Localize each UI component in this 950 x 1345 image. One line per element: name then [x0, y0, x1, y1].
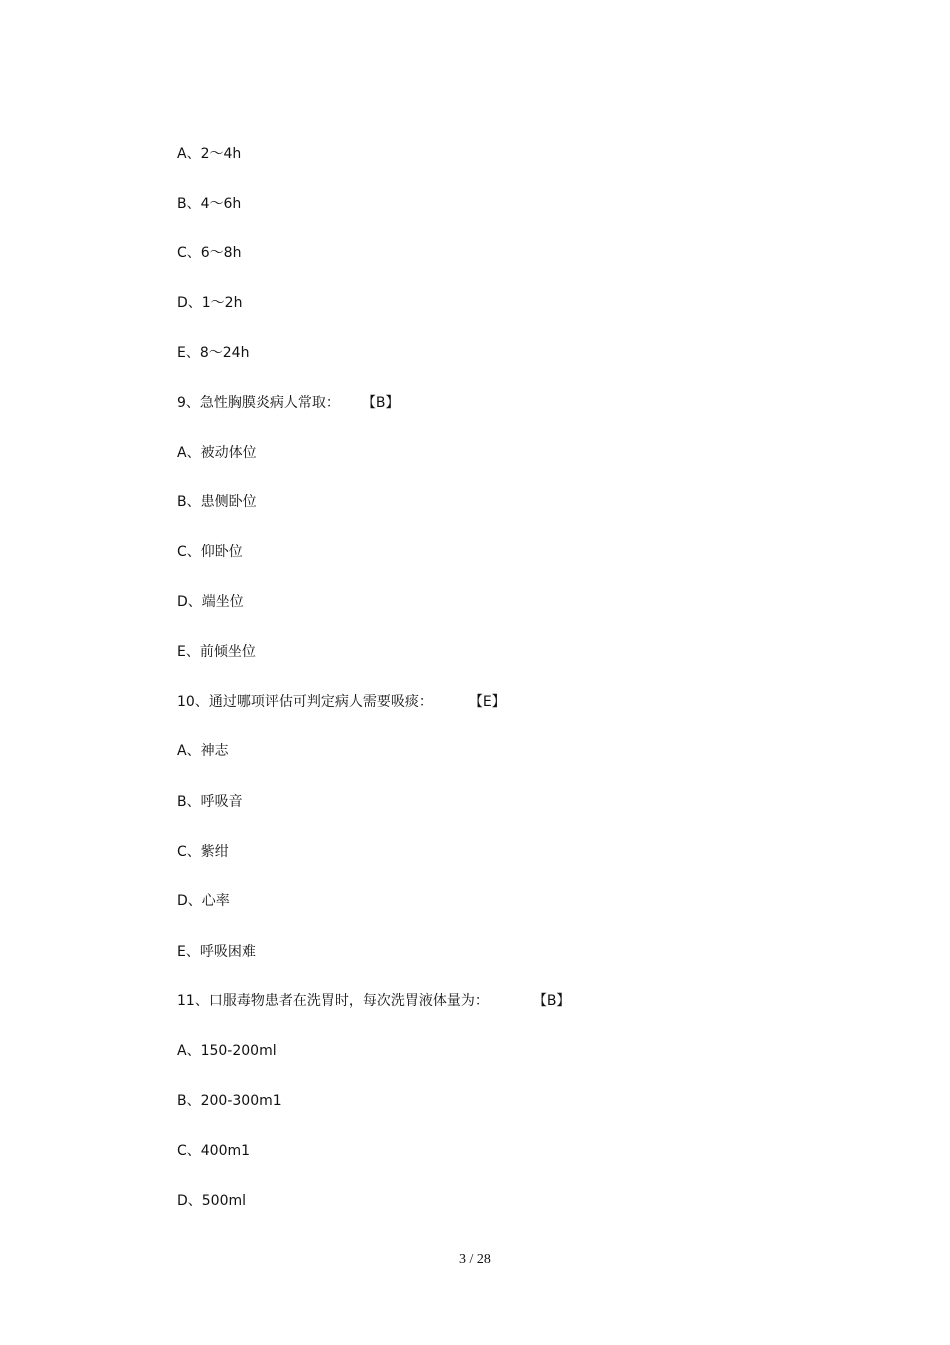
option-q8-c: C、6～8h [177, 245, 242, 261]
option-q10-e: E、呼吸困难 [177, 944, 256, 960]
option-q9-b: B、患侧卧位 [177, 494, 257, 510]
option-q10-a: A、神志 [177, 743, 229, 759]
question-9 [177, 394, 400, 412]
question-9-answer: 【B】 [361, 395, 400, 411]
option-q9-d: D、端坐位 [177, 594, 244, 610]
question-10 [177, 693, 506, 711]
option-q11-a: A、150-200ml [177, 1043, 277, 1059]
question-9-text: 9、急性胸膜炎病人常取： [177, 395, 340, 411]
option-q9-a: A、被动体位 [177, 445, 257, 461]
option-q10-b: B、呼吸音 [177, 794, 243, 810]
option-q11-d: D、500ml [177, 1193, 247, 1209]
question-10-answer: 【E】 [468, 694, 506, 710]
question-11 [177, 992, 570, 1010]
option-q9-e: E、前倾坐位 [177, 644, 256, 660]
option-q11-c: C、400m1 [177, 1143, 251, 1159]
option-q8-a: A、2～4h [177, 146, 242, 162]
page-number: 3 / 28 [459, 1252, 491, 1267]
question-11-text: 11、口服毒物患者在洗胃时，每次洗胃液体量为： [177, 993, 489, 1009]
option-q8-d: D、1～2h [177, 295, 243, 311]
option-q11-b: B、200-300m1 [177, 1093, 282, 1109]
option-q8-b: B、4～6h [177, 196, 242, 212]
question-11-answer: 【B】 [532, 993, 571, 1009]
option-q10-c: C、紫绀 [177, 844, 229, 860]
option-q9-c: C、仰卧位 [177, 544, 243, 560]
question-10-text: 10、通过哪项评估可判定病人需要吸痰： [177, 694, 433, 710]
option-q10-d: D、心率 [177, 893, 230, 909]
option-q8-e: E、8～24h [177, 345, 250, 361]
